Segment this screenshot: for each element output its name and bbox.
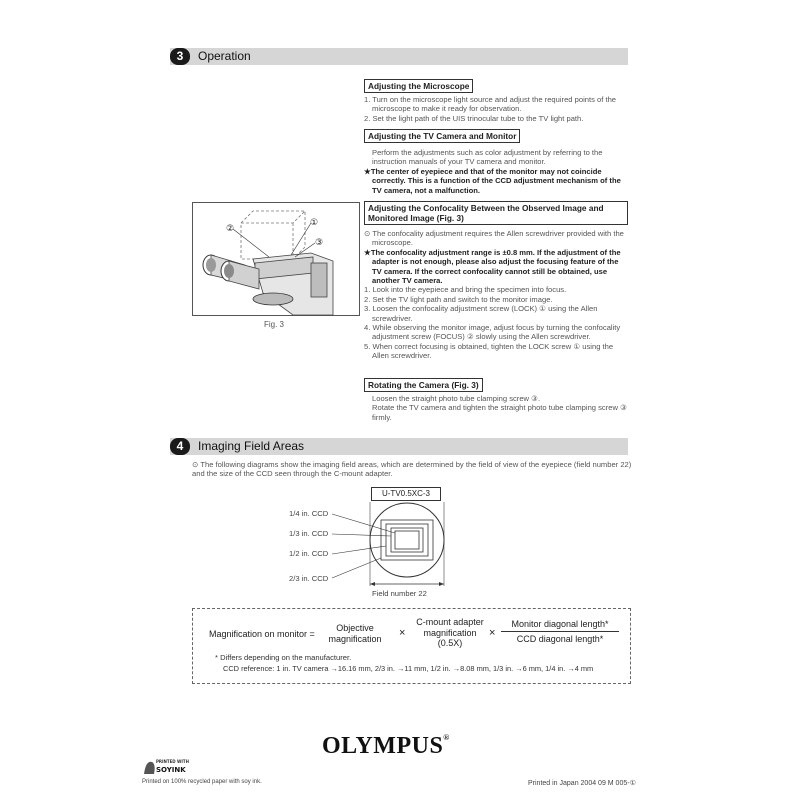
recycled-note: Printed on 100% recycled paper with soy ink. (142, 779, 262, 785)
heading-adjusting-microscope: Adjusting the Microscope (364, 79, 473, 93)
section-title: Imaging Field Areas (198, 439, 305, 453)
rotating-line: Rotate the TV camera and tighten the straight photo tube clamping screw ③ firmly. (372, 403, 627, 422)
svg-text:SOYINK: SOYINK (156, 766, 186, 774)
callout-3: ③ (315, 238, 324, 248)
olympus-logo: OLYMPUS® (322, 733, 450, 759)
imaging-intro: ⊙ The following diagrams show the imaging field areas, which are determined by the field of view of the eyepiece (field number 22) and the size of the CCD seen through the C-mount adapter. (192, 460, 632, 479)
heading-rotating: Rotating the Camera (Fig. 3) (364, 378, 483, 392)
heading-adjusting-tv: Adjusting the TV Camera and Monitor (364, 129, 520, 143)
fraction-denominator: CCD diagonal length* (516, 634, 604, 644)
section-number: 4 (170, 438, 190, 455)
print-info: Printed in Japan 2004 09 M 005-① (528, 780, 636, 787)
tv-text (364, 148, 630, 195)
step: 2. Set the light path of the UIS trinocular tube to the TV light path. (364, 113, 584, 123)
step: 1. Look into the eyepiece and bring the specimen into focus. (364, 285, 567, 295)
tv-note (364, 167, 630, 195)
formula-term-objective: Objective magnification (328, 623, 382, 644)
formula-footnote: * Differs depending on the manufacturer. (215, 653, 352, 662)
formula-box (192, 608, 631, 684)
microscope-illustration (193, 203, 359, 315)
formula-lhs: Magnification on monitor = (209, 629, 315, 639)
step: 3. Loosen the confocality adjustment screw (LOCK) ① using the Allen screwdriver. (364, 304, 598, 323)
step: 2. Set the TV light path and switch to the monitor image. (364, 294, 553, 304)
confocality-note (364, 248, 630, 286)
formula-term-adapter: C-mount adapter magnification (0.5X) (416, 617, 484, 648)
eyepiece-right (221, 261, 259, 289)
times-symbol: × (399, 627, 406, 639)
callout-2: ② (226, 224, 235, 234)
soy-ink-logo (142, 756, 189, 776)
confocality-text (364, 229, 630, 361)
section-title: Operation (198, 49, 251, 63)
svg-text:PRINTED WITH: PRINTED WITH (156, 759, 189, 764)
formula-fraction (501, 619, 619, 644)
rotating-text (372, 394, 630, 422)
heading-confocality: Adjusting the Confocality Between the Observed Image and Monitored Image (Fig. 3) (364, 201, 628, 225)
figure-caption: Fig. 3 (264, 320, 285, 329)
section-3-header (170, 48, 628, 65)
step: 1. Turn on the microscope light source and adjust the required points of the microscope to make it ready for observation. (364, 95, 617, 114)
soy-ink-icon (142, 756, 189, 776)
step: 5. When correct focusing is obtained, tighten the LOCK screw ① using the Allen screwdriver. (364, 341, 614, 361)
ccd-reference: CCD reference: 1 in. TV camera →16.16 mm, 2/3 in. →11 mm, 1/2 in. →8.08 mm, 1/3 in. →6 mm, 1/4 in. →4 mm (223, 664, 594, 673)
fraction-numerator: Monitor diagonal length* (501, 619, 619, 632)
tv-note-text: The center of eyepiece and that of the monitor may not coincide correctly. This is a function of the CCD adjustment mechanism of the TV camera, not a malfunction. (370, 166, 621, 195)
ccd-label: 1/2 in. CCD (289, 549, 329, 558)
imaging-model-label: U-TV0.5XC-3 (371, 487, 441, 501)
callout-1: ① (310, 218, 319, 228)
confocality-intro: ⊙ The confocality adjustment requires the Allen screwdriver provided with the microscope. (364, 229, 624, 248)
section-number: 3 (170, 48, 190, 65)
figure-3 (192, 202, 360, 316)
ccd-label: 2/3 in. CCD (289, 574, 329, 583)
confocality-note-text: The confocality adjustment range is ±0.8 mm. If the adjustment of the adapter is not enough, please also adjust the focusing feature of the TV camera. If the correct confocality cannot still be obtained, use another TV camera. (370, 247, 621, 286)
star-icon: ★ (364, 166, 371, 176)
ccd-label: 1/4 in. CCD (289, 509, 329, 518)
section-4-header (170, 438, 628, 455)
rotating-line: Loosen the straight photo tube clamping screw ③. (372, 394, 541, 403)
star-icon: ★ (364, 247, 371, 257)
tv-body: Perform the adjustments such as color adjustment by referring to the instruction manuals of your TV camera and monitor. (372, 148, 603, 167)
field-number-label: Field number 22 (372, 589, 427, 598)
microscope-steps (364, 95, 630, 123)
step: 4. While observing the monitor image, adjust focus by turning the confocality adjustment screw (FOCUS) ② slowly using the Allen screwdriver. (364, 323, 621, 342)
times-symbol: × (489, 627, 496, 639)
ccd-label: 1/3 in. CCD (289, 529, 329, 538)
